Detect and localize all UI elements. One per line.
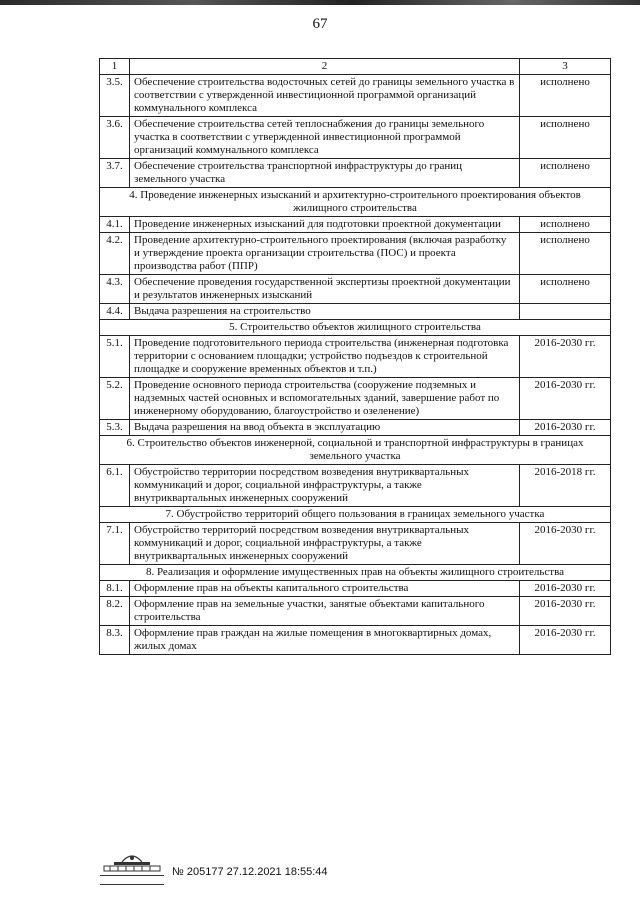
row-number: 5.2. [100, 378, 130, 420]
table-row [100, 159, 611, 188]
row-number: 3.5. [100, 75, 130, 117]
row-number: 7.1. [100, 523, 130, 565]
row-status: 2016-2018 гг. [520, 465, 611, 507]
section-row [100, 320, 611, 336]
table-header-row [100, 59, 611, 75]
row-status: исполнено [520, 233, 611, 275]
table-row [100, 117, 611, 159]
row-description: Выдача разрешения на строительство [130, 304, 520, 320]
document-registration-stamp: № 205177 27.12.2021 18:55:44 [172, 866, 328, 878]
row-description: Выдача разрешения на ввод объекта в эксплуатацию [130, 420, 520, 436]
table-row [100, 336, 611, 378]
government-seal-icon [100, 850, 164, 872]
row-number: 6.1. [100, 465, 130, 507]
section-row [100, 507, 611, 523]
row-status: 2016-2030 гг. [520, 626, 611, 655]
plan-table [99, 58, 611, 655]
row-number: 3.6. [100, 117, 130, 159]
row-status: 2016-2030 гг. [520, 523, 611, 565]
header-col-1: 1 [100, 59, 130, 75]
plan-table-body [100, 59, 611, 655]
row-number: 4.4. [100, 304, 130, 320]
section-title: 7. Обустройство территорий общего пользования в границах земельного участка [100, 507, 611, 523]
section-row [100, 188, 611, 217]
table-row [100, 465, 611, 507]
table-row [100, 217, 611, 233]
table-row [100, 626, 611, 655]
row-number: 4.2. [100, 233, 130, 275]
row-status: 2016-2030 гг. [520, 378, 611, 420]
row-description: Обустройство территорий посредством возведения внутриквартальных коммуникаций и дорог, социальной инфраструктуры, а также внутриквартальных инженерных сооружений [130, 523, 520, 565]
scan-top-edge [0, 0, 640, 5]
page-number: 67 [312, 16, 328, 32]
section-title: 4. Проведение инженерных изысканий и архитектурно-строительного проектирования объектов жилищного строительства [100, 188, 611, 217]
section-row [100, 436, 611, 465]
table-row [100, 378, 611, 420]
row-status [520, 304, 611, 320]
row-number: 4.3. [100, 275, 130, 304]
table-row [100, 233, 611, 275]
footer [100, 848, 520, 888]
row-number: 5.1. [100, 336, 130, 378]
row-description: Обустройство территории посредством возведения внутриквартальных коммуникаций и дорог, социальной инфраструктуры, а также внутриквартальных инженерных сооружений [130, 465, 520, 507]
section-title: 5. Строительство объектов жилищного строительства [100, 320, 611, 336]
row-description: Проведение архитектурно-строительного проектирования (включая разработку и утверждение проекта организации строительства (ПОС) и проекта производства работ (ППР) [130, 233, 520, 275]
table-row [100, 304, 611, 320]
row-description: Оформление прав на земельные участки, занятые объектами капитального строительства [130, 597, 520, 626]
row-status: 2016-2030 гг. [520, 420, 611, 436]
row-number: 8.1. [100, 581, 130, 597]
row-description: Обеспечение строительства водосточных сетей до границы земельного участка в соответствии с утвержденной инвестиционной программой организаций коммунального комплекса [130, 75, 520, 117]
table-row [100, 581, 611, 597]
row-number: 8.3. [100, 626, 130, 655]
table-row [100, 523, 611, 565]
header-col-2: 2 [130, 59, 520, 75]
row-number: 3.7. [100, 159, 130, 188]
row-status: 2016-2030 гг. [520, 336, 611, 378]
row-description: Обеспечение проведения государственной экспертизы проектной документации и результатов инженерных изысканий [130, 275, 520, 304]
table-row [100, 420, 611, 436]
row-description: Обеспечение строительства транспортной инфраструктуры до границ земельного участка [130, 159, 520, 188]
row-status: исполнено [520, 117, 611, 159]
row-status: 2016-2030 гг. [520, 597, 611, 626]
section-title: 8. Реализация и оформление имущественных прав на объекты жилищного строительства [100, 565, 611, 581]
row-status: исполнено [520, 159, 611, 188]
row-number: 8.2. [100, 597, 130, 626]
row-number: 4.1. [100, 217, 130, 233]
row-description: Оформление прав на объекты капитального строительства [130, 581, 520, 597]
table-row [100, 75, 611, 117]
section-row [100, 565, 611, 581]
row-status: исполнено [520, 275, 611, 304]
section-title: 6. Строительство объектов инженерной, социальной и транспортной инфраструктуры в границах земельного участка [100, 436, 611, 465]
row-number: 5.3. [100, 420, 130, 436]
seal-caption-band [100, 875, 164, 885]
row-description: Проведение подготовительного периода строительства (инженерная подготовка территории с основанием площадки; устройство подъездов к строительной площадке и сооружение временных объектов и т.п.) [130, 336, 520, 378]
table-row [100, 597, 611, 626]
row-description: Проведение инженерных изысканий для подготовки проектной документации [130, 217, 520, 233]
row-status: исполнено [520, 217, 611, 233]
header-col-3: 3 [520, 59, 611, 75]
table-row [100, 275, 611, 304]
row-description: Оформление прав граждан на жилые помещения в многоквартирных домах, жилых домах [130, 626, 520, 655]
row-description: Обеспечение строительства сетей теплоснабжения до границы земельного участка в соответствии с утвержденной инвестиционной программой организаций коммунального комплекса [130, 117, 520, 159]
row-description: Проведение основного периода строительства (сооружение подземных и надземных частей основных и вспомогательных зданий, завершение работ по инженерному оборудованию, благоустройство и озеленение) [130, 378, 520, 420]
row-status: исполнено [520, 75, 611, 117]
row-status: 2016-2030 гг. [520, 581, 611, 597]
